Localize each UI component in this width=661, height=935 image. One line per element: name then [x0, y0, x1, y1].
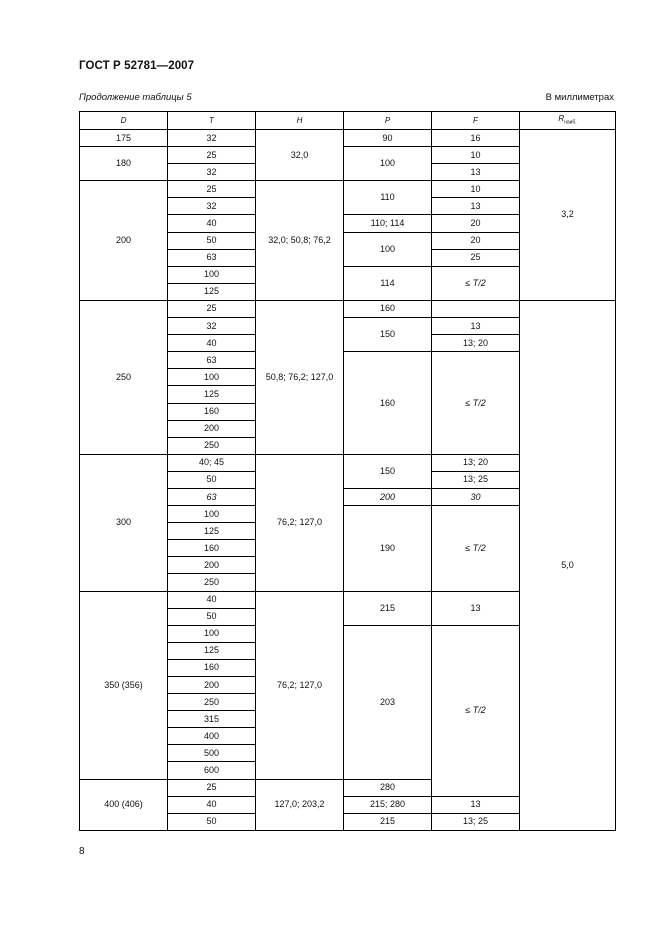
cell-p: 150 [344, 454, 432, 488]
cell-f: 13; 20 [432, 335, 520, 352]
cell-f: 30 [432, 488, 520, 505]
cell-t: 160 [168, 540, 256, 557]
cell-t: 250 [168, 574, 256, 591]
cell-f: ≤ T/2 [432, 266, 520, 300]
cell-d: 250 [80, 300, 168, 454]
cell-p: 160 [344, 300, 432, 317]
cell-t: 25 [168, 147, 256, 164]
column-header-p: P [344, 112, 432, 130]
cell-p: 100 [344, 232, 432, 266]
cell-t: 125 [168, 523, 256, 540]
cell-t: 100 [168, 369, 256, 386]
cell-t: 32 [168, 130, 256, 147]
cell-t: 32 [168, 164, 256, 181]
cell-t: 40 [168, 215, 256, 232]
cell-t: 25 [168, 181, 256, 198]
cell-p: 90 [344, 130, 432, 147]
cell-t: 200 [168, 557, 256, 574]
cell-t: 160 [168, 403, 256, 420]
column-header-t: T [168, 112, 256, 130]
cell-d: 350 (356) [80, 591, 168, 779]
cell-t: 50 [168, 813, 256, 830]
cell-d: 200 [80, 181, 168, 301]
cell-t: 200 [168, 420, 256, 437]
cell-f [432, 300, 520, 317]
cell-t: 500 [168, 745, 256, 762]
cell-t: 50 [168, 232, 256, 249]
cell-t: 25 [168, 300, 256, 317]
cell-h: 76,2; 127,0 [256, 591, 344, 779]
cell-f: 13 [432, 198, 520, 215]
cell-r: 5,0 [520, 300, 616, 830]
cell-f: 20 [432, 215, 520, 232]
column-header-r-subscript: наиб. [564, 119, 577, 126]
cell-p: 110 [344, 181, 432, 215]
page-number: 8 [79, 846, 85, 857]
cell-f: ≤ T/2 [432, 352, 520, 455]
cell-t: 40 [168, 796, 256, 813]
cell-p: 200 [344, 488, 432, 505]
cell-f: 13 [432, 318, 520, 335]
cell-f: 20 [432, 232, 520, 249]
cell-t: 400 [168, 728, 256, 745]
column-header-r [520, 112, 616, 130]
cell-t: 125 [168, 386, 256, 403]
cell-d: 175 [80, 130, 168, 147]
cell-t: 50 [168, 608, 256, 625]
cell-f: 25 [432, 249, 520, 266]
cell-f: 13; 25 [432, 813, 520, 830]
cell-t: 600 [168, 762, 256, 779]
cell-t: 25 [168, 779, 256, 796]
cell-d: 400 (406) [80, 779, 168, 830]
dimensions-table [79, 111, 616, 831]
cell-t: 63 [168, 488, 256, 505]
cell-p: 280 [344, 779, 432, 796]
cell-p: 215; 280 [344, 796, 432, 813]
cell-f: 13 [432, 164, 520, 181]
cell-f: ≤ T/2 [432, 506, 520, 591]
column-header-d: D [80, 112, 168, 130]
cell-t: 50 [168, 471, 256, 488]
cell-t: 40 [168, 335, 256, 352]
table-caption: Продолжение таблицы 5 [79, 92, 192, 103]
cell-t: 63 [168, 352, 256, 369]
cell-h: 32,0; 50,8; 76,2 [256, 181, 344, 301]
units-label: В миллиметрах [545, 92, 614, 103]
table-row [80, 130, 616, 147]
cell-t: 32 [168, 198, 256, 215]
column-header-h: H [256, 112, 344, 130]
cell-t: 125 [168, 642, 256, 659]
cell-f: 13 [432, 796, 520, 813]
cell-p: 110; 114 [344, 215, 432, 232]
cell-f: 13 [432, 591, 520, 625]
cell-p: 114 [344, 266, 432, 300]
cell-f: 10 [432, 181, 520, 198]
cell-h: 32,0 [256, 130, 344, 181]
cell-p: 203 [344, 625, 432, 779]
cell-t: 100 [168, 625, 256, 642]
cell-t: 63 [168, 249, 256, 266]
cell-d: 300 [80, 454, 168, 591]
cell-t: 160 [168, 659, 256, 676]
cell-p: 100 [344, 147, 432, 181]
cell-t: 200 [168, 677, 256, 694]
cell-t: 40 [168, 591, 256, 608]
cell-f: 13; 25 [432, 471, 520, 488]
cell-t: 100 [168, 506, 256, 523]
cell-t: 40; 45 [168, 454, 256, 471]
cell-f: ≤ T/2 [432, 625, 520, 796]
cell-t: 250 [168, 437, 256, 454]
cell-p: 190 [344, 506, 432, 591]
cell-p: 215 [344, 813, 432, 830]
column-header-f: F [432, 112, 520, 130]
column-header-r-symbol: R [558, 114, 565, 124]
cell-t: 100 [168, 266, 256, 283]
cell-h: 127,0; 203,2 [256, 779, 344, 830]
table-header-row [80, 112, 616, 130]
table-row [80, 300, 616, 317]
cell-p: 215 [344, 591, 432, 625]
cell-h: 76,2; 127,0 [256, 454, 344, 591]
cell-r: 3,2 [520, 130, 616, 301]
cell-p: 160 [344, 352, 432, 455]
cell-t: 32 [168, 318, 256, 335]
cell-t: 315 [168, 711, 256, 728]
cell-f: 13; 20 [432, 454, 520, 471]
cell-d: 180 [80, 147, 168, 181]
cell-t: 125 [168, 283, 256, 300]
cell-f: 10 [432, 147, 520, 164]
standard-designation: ГОСТ Р 52781—2007 [79, 60, 195, 72]
cell-p: 150 [344, 318, 432, 352]
cell-t: 250 [168, 694, 256, 711]
cell-h: 50,8; 76,2; 127,0 [256, 300, 344, 454]
cell-f: 16 [432, 130, 520, 147]
